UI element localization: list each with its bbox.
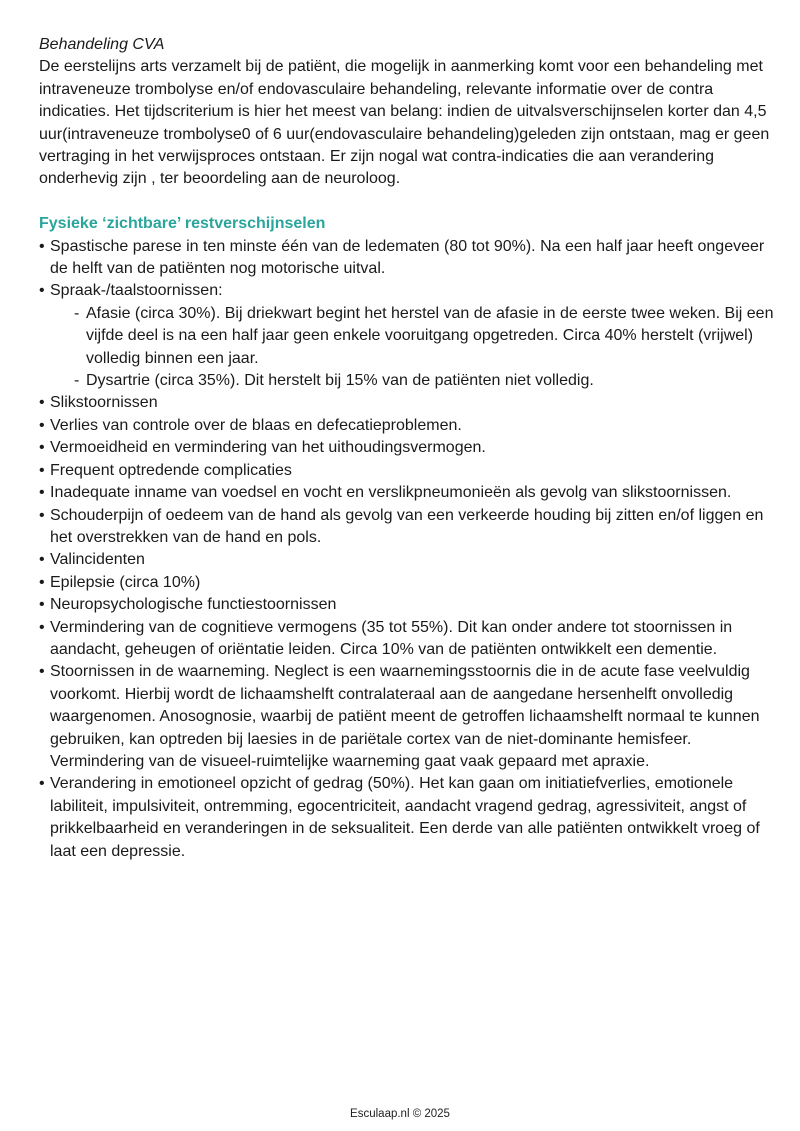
document-body [39, 34, 774, 863]
list-item-text: Verlies van controle over de blaas en defecatieproblemen. [50, 416, 462, 434]
list-item-text: Inadequate inname van voedsel en vocht en verslikpneumonieën als gevolg van slikstoornissen. [50, 484, 732, 502]
list-item [39, 773, 774, 863]
list-item-text: Spastische parese in ten minste één van de ledematen (80 tot 90%). Na een half jaar heeft ongeveer de helft van de patiënten nog motorische uitval. [50, 237, 765, 278]
list-item-text: Epilepsie (circa 10%) [50, 573, 201, 591]
section-heading: Fysieke ‘zichtbare’ restverschijnselen [39, 215, 326, 233]
bullet-list [39, 236, 774, 863]
list-item-text: Frequent optredende complicaties [50, 461, 292, 479]
list-item [39, 460, 774, 482]
list-item-text: Slikstoornissen [50, 394, 158, 412]
page-footer: Esculaap.nl © 2025 [350, 1108, 450, 1120]
sub-list-item-text: Dysartrie (circa 35%). Dit herstelt bij 15% van de patiënten niet volledig. [86, 372, 594, 390]
list-item [39, 415, 774, 437]
list-item [39, 280, 774, 392]
list-item-text: Stoornissen in de waarneming. Neglect is een waarnemingsstoornis die in de acute fase veelvuldig voorkomt. Hierbij wordt de lichaamshelft contralateraal aan de aangedane hersenhelft onvolledig waargenomen. Anosognosie, waarbij de patiënt meent de getroffen lichaamshelft normaal te kunnen gebruiken, kan optreden bij laesies in de pariëtale cortex van de niet-dominante hemisfeer. Vermindering van de visueel-ruimtelijke waarneming gaat vaak gepaard met apraxie. [50, 663, 760, 770]
list-item-text: Neuropsychologische functiestoornissen [50, 596, 337, 614]
list-item-text: Vermoeidheid en vermindering van het uithoudingsvermogen. [50, 439, 486, 457]
document-title: Behandeling CVA [39, 36, 165, 53]
list-item [39, 661, 774, 773]
list-item [39, 617, 774, 662]
list-item [39, 392, 774, 414]
list-item [39, 572, 774, 594]
intro-paragraph: De eerstelijns arts verzamelt bij de patiënt, die mogelijk in aanmerking komt voor een behandeling met intraveneuze trombolyse en/of endovasculaire behandeling, relevante informatie over de contra indicaties. Het tijdscriterium is hier het meest van belang: indien de uitvalsverschijnselen korter dan 4,5 uur(intraveneuze trombolyse0 of 6 uur(endovasculaire behandeling)geleden zijn ontstaan, mag er geen vertraging in het verwijsproces ontstaan. Er zijn nogal wat contra-indicaties die aan verandering onderhevig zijn , ter beoordeling aan de neuroloog. [39, 58, 770, 188]
sub-list [50, 303, 774, 393]
list-item [39, 505, 774, 550]
sub-list-item-text: Afasie (circa 30%). Bij driekwart begint het herstel van de afasie in de eerste twee weken. Bij een vijfde deel is na een half jaar geen enkele vooruitgang opgetreden. Circa 40% herstelt (vrijwel) volledig binnen een jaar. [86, 304, 774, 367]
sub-list-item [74, 370, 774, 392]
list-item-text: Valincidenten [50, 551, 145, 569]
list-item [39, 549, 774, 571]
list-item [39, 482, 774, 504]
sub-list-item [74, 303, 774, 370]
list-item-text: Vermindering van de cognitieve vermogens (35 tot 55%). Dit kan onder andere tot stoornissen in aandacht, geheugen of oriëntatie leiden. Circa 10% van de patiënten ontwikkelt een dementie. [50, 618, 733, 658]
list-item-text: Spraak-/taalstoornissen: [50, 282, 223, 300]
list-item [39, 236, 774, 281]
list-item-text: Schouderpijn of oedeem van de hand als gevolg van een verkeerde houding bij zitten en/of liggen en het overstrekken van de hand en pols. [50, 506, 764, 546]
list-item-text: Verandering in emotioneel opzicht of gedrag (50%). Het kan gaan om initiatiefverlies, emotionele labiliteit, impulsiviteit, ontremming, egocentriciteit, aandacht vragend gedrag, agressiviteit, angst of prikkelbaarheid en veranderingen in de seksualiteit. Een derde van alle patiënten ontwikkelt vroeg of laat een depressie. [50, 775, 760, 860]
list-item [39, 437, 774, 459]
list-item [39, 594, 774, 616]
